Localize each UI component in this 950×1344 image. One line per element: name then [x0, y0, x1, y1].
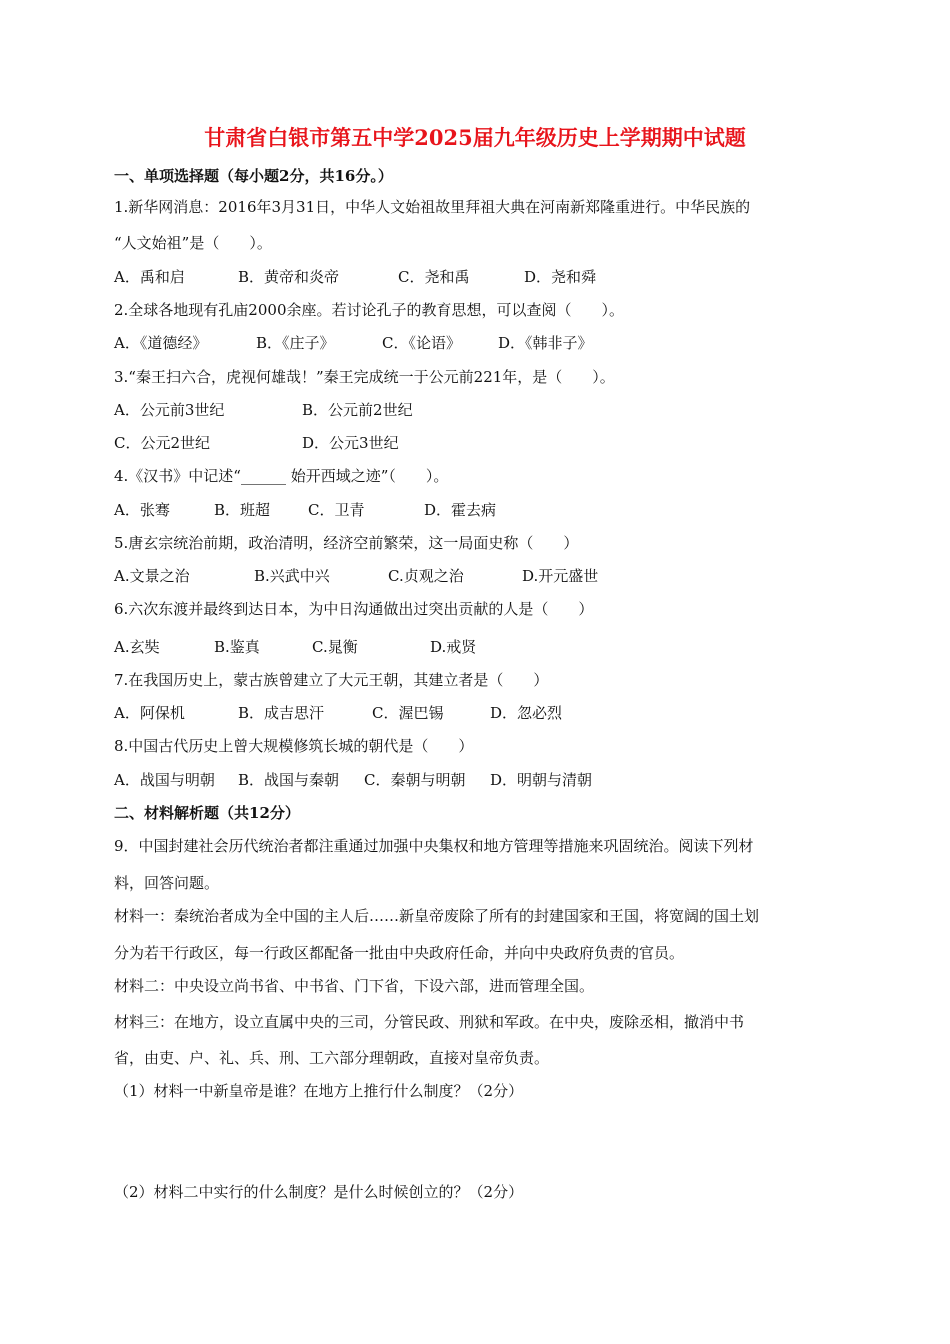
section-2-heading: 二、材料解析题（共12分）: [114, 804, 300, 822]
q8-text: 8.中国古代历史上曾大规模修筑长城的朝代是（ ）: [114, 737, 474, 755]
q7-option-a: A．阿保机: [114, 704, 185, 722]
q9-intro-line1: 9．中国封建社会历代统治者都注重通过加强中央集权和地方管理等措施来巩固统治。阅读下列材: [114, 837, 754, 855]
q5-option-c: C.贞观之治: [388, 567, 464, 585]
page-title: 甘肃省白银市第五中学2025届九年级历史上学期期中试题: [204, 125, 746, 150]
q7-option-d: D．忽必烈: [490, 704, 563, 722]
q1-text-line1: 1.新华网消息：2016年3月31日，中华人文始祖故里拜祖大典在河南新郑隆重进行。中华民族的: [114, 198, 751, 216]
q9-material2: 材料二：中央设立尚书省、中书省、门下省，下设六部，进而管理全国。: [114, 977, 595, 995]
q2-option-a: A．《道德经》: [114, 334, 208, 352]
q1-text-line2: “人文始祖”是（ ）。: [114, 234, 272, 252]
q9-intro-line2: 料，回答问题。: [114, 874, 220, 892]
q2-option-c: C．《论语》: [382, 334, 461, 352]
q6-text: 6.六次东渡并最终到达日本，为中日沟通做出过突出贡献的人是（ ）: [114, 600, 594, 618]
q3-text: 3.“秦王扫六合，虎视何雄哉！”秦王完成统一于公元前221年，是（ ）。: [114, 368, 615, 386]
q7-option-c: C．渥巴锡: [372, 704, 444, 722]
q6-option-b: B.鉴真: [214, 638, 260, 656]
q1-option-b: B．黄帝和炎帝: [238, 268, 340, 286]
q7-text: 7.在我国历史上，蒙古族曾建立了大元王朝，其建立者是（ ）: [114, 671, 549, 689]
q9-sub-question-2: （2）材料二中实行的什么制度？是什么时候创立的？（2分）: [114, 1183, 524, 1201]
q4-option-c: C．卫青: [308, 501, 365, 519]
q2-option-d: D．《韩非子》: [498, 334, 593, 352]
q1-option-c: C．尧和禹: [398, 268, 470, 286]
q8-option-d: D．明朝与清朝: [490, 771, 593, 789]
q3-option-b: B．公元前2世纪: [302, 401, 413, 419]
q5-option-b: B.兴武中兴: [254, 567, 330, 585]
q6-option-c: C.晁衡: [312, 638, 358, 656]
q4-option-b: B．班超: [214, 501, 271, 519]
q5-text: 5.唐玄宗统治前期，政治清明，经济空前繁荣，这一局面史称（ ）: [114, 534, 579, 552]
q6-option-a: A.玄奘: [114, 638, 160, 656]
section-1-heading: 一、单项选择题（每小题2分，共16分。）: [114, 167, 393, 185]
q3-option-d: D．公元3世纪: [302, 434, 399, 452]
q9-sub-question-1: （1）材料一中新皇帝是谁？在地方上推行什么制度？（2分）: [114, 1082, 524, 1100]
q1-option-a: A．禹和启: [114, 268, 185, 286]
q6-option-d: D.戒贤: [430, 638, 477, 656]
q1-option-d: D．尧和舜: [524, 268, 597, 286]
q9-material1-line2: 分为若干行政区，每一行政区都配备一批由中央政府任命，并向中央政府负责的官员。: [114, 944, 685, 962]
q2-option-b: B．《庄子》: [256, 334, 335, 352]
q9-material3-line1: 材料三：在地方，设立直属中央的三司，分管民政、刑狱和军政。在中央，废除丞相，撤消中书: [114, 1013, 745, 1031]
q5-option-d: D.开元盛世: [522, 567, 599, 585]
q5-option-a: A.文景之治: [114, 567, 190, 585]
q3-option-c: C．公元2世纪: [114, 434, 211, 452]
q4-option-a: A．张骞: [114, 501, 170, 519]
q9-material3-line2: 省，由吏、户、礼、兵、刑、工六部分理朝政，直接对皇帝负责。: [114, 1049, 550, 1067]
q8-option-c: C．秦朝与明朝: [364, 771, 466, 789]
q2-text: 2.全球各地现有孔庙2000余座。若讨论孔子的教育思想，可以查阅（ ）。: [114, 301, 624, 319]
q7-option-b: B．成吉思汗: [238, 704, 325, 722]
q8-option-b: B．战国与秦朝: [238, 771, 340, 789]
q4-text: 4.《汉书》中记述“______ 始开西域之迹”（ ）。: [114, 467, 449, 485]
q8-option-a: A．战国与明朝: [114, 771, 215, 789]
q9-material1-line1: 材料一：秦统治者成为全中国的主人后……新皇帝废除了所有的封建国家和王国，将宽阔的国土划: [114, 907, 760, 925]
q3-option-a: A．公元前3世纪: [114, 401, 225, 419]
q4-option-d: D．霍去病: [424, 501, 497, 519]
